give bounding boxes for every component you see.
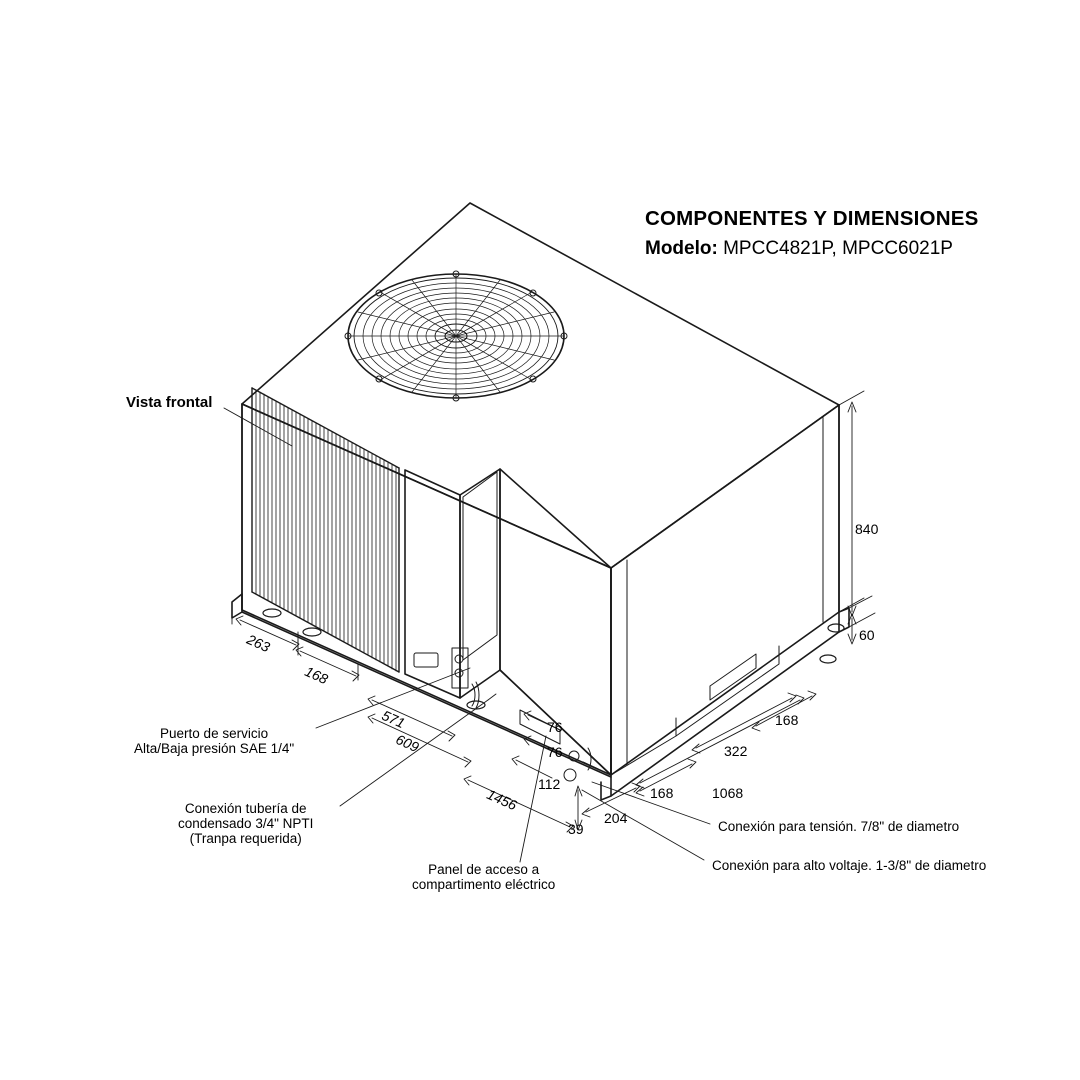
service-port-line-1: Puerto de servicio — [160, 726, 269, 741]
service-port-line-2: Alta/Baja presión SAE 1/4" — [134, 741, 295, 756]
fan-grille — [345, 271, 567, 401]
dim-width-1456: 1456 — [484, 786, 520, 814]
front-view-label: Vista frontal — [126, 394, 213, 411]
dim-offset-76-b: 76 — [547, 744, 563, 760]
callout-high-voltage: Conexión para alto voltaje. 1-3/8" de diametro — [712, 858, 987, 873]
callout-low-voltage: Conexión para tensión. 7/8" de diametro — [718, 819, 960, 834]
dim-width-168-right: 168 — [775, 712, 799, 728]
access-panel-line-2: compartimento eléctrico — [412, 877, 556, 892]
dim-width-609: 609 — [393, 731, 422, 756]
condensate-line-1: Conexión tubería de — [184, 801, 307, 816]
dim-offset-168-mid: 168 — [650, 785, 674, 801]
dim-offset-39: 39 — [568, 821, 584, 837]
dim-offset-112: 112 — [538, 776, 561, 792]
callout-service-port — [134, 726, 294, 756]
dim-height-840: 840 — [855, 521, 879, 537]
dim-offset-76-a: 76 — [547, 719, 563, 735]
dim-width-1068: 1068 — [712, 785, 744, 801]
dim-height-60: 60 — [859, 627, 875, 643]
condensate-line-3: (Tranpa requerida) — [189, 831, 302, 846]
model-value: MPCC4821P, MPCC6021P — [723, 238, 953, 259]
page-title: COMPONENTES Y DIMENSIONES — [645, 207, 979, 230]
access-panel-line-1: Panel de acceso a — [428, 862, 540, 877]
dim-width-168-left: 168 — [302, 663, 331, 688]
model-label: Modelo: — [645, 238, 718, 259]
dim-offset-204: 204 — [604, 810, 628, 826]
model-line — [645, 238, 953, 260]
dim-width-263: 263 — [244, 631, 273, 656]
dim-width-322: 322 — [724, 743, 748, 759]
dim-width-571: 571 — [379, 707, 408, 732]
callout-access-panel — [412, 862, 555, 892]
callout-condensate — [178, 801, 313, 846]
condensate-line-2: condensado 3/4" NPTI — [178, 816, 314, 831]
